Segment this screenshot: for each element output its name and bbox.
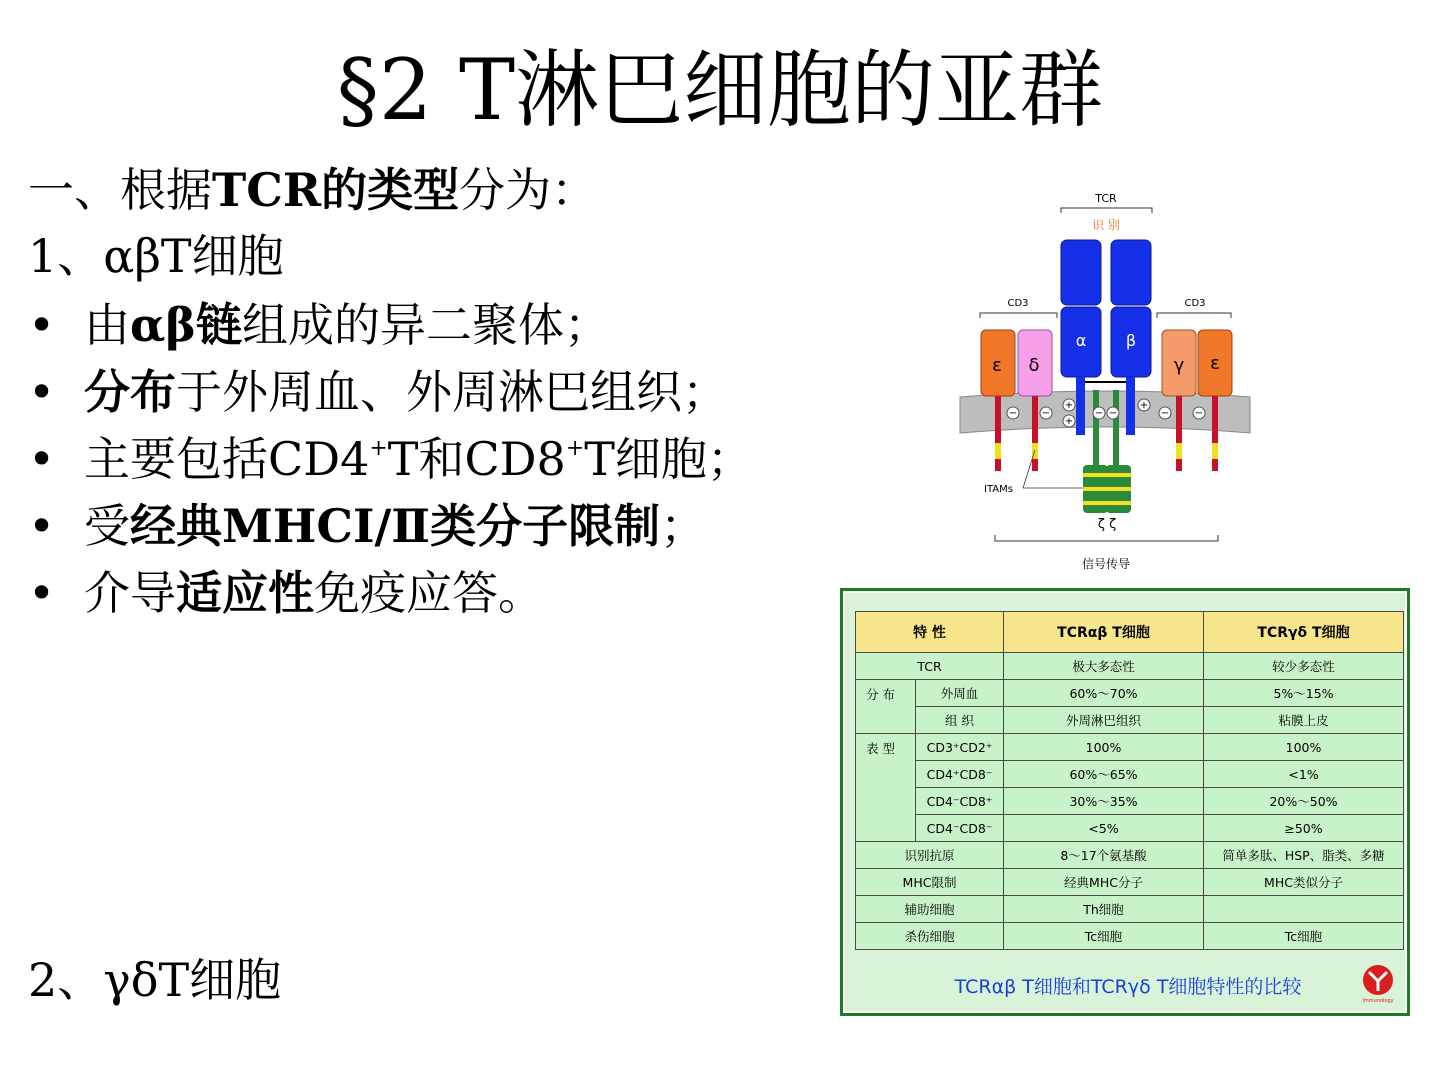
bullet-dot: • bbox=[28, 432, 56, 486]
comparison-panel bbox=[840, 588, 1410, 1016]
svg-text:−: − bbox=[1041, 408, 1051, 419]
table-row bbox=[856, 842, 1404, 869]
table-row bbox=[856, 707, 1404, 734]
epsilon2-label: ε bbox=[1210, 353, 1220, 374]
table-cell: 100% bbox=[1204, 734, 1404, 761]
category-label: 分 布 bbox=[856, 680, 916, 734]
gamma-tail bbox=[1176, 396, 1182, 471]
tcr-beta-stalk bbox=[1126, 377, 1135, 435]
bullet-item bbox=[28, 426, 753, 493]
table-cell: 极大多态性 bbox=[1004, 653, 1204, 680]
svg-text:+: + bbox=[1064, 416, 1074, 427]
zeta-label: ζ ζ bbox=[1097, 517, 1117, 532]
table-cell: 60%～70% bbox=[1004, 680, 1204, 707]
table-cell: Th细胞 bbox=[1004, 896, 1204, 923]
header-cell: 特 性 bbox=[856, 612, 1004, 653]
table-row bbox=[856, 761, 1404, 788]
header-cell: TCRγδ T细胞 bbox=[1204, 612, 1404, 653]
cd3-right-bracket bbox=[1157, 313, 1231, 318]
table-row bbox=[856, 896, 1404, 923]
table-cell: 60%～65% bbox=[1004, 761, 1204, 788]
bullet-text: 受 bbox=[84, 499, 130, 553]
itam-segment bbox=[1176, 443, 1182, 459]
svg-text:−: − bbox=[1160, 408, 1170, 419]
row-label: 杀伤细胞 bbox=[856, 923, 1004, 950]
row-label: TCR bbox=[856, 653, 1004, 680]
bullet-text: 组成的异二聚体； bbox=[241, 298, 610, 352]
immunology-logo-icon bbox=[1358, 963, 1398, 1003]
table-row bbox=[856, 788, 1404, 815]
table-cell: 简单多肽、HSP、脂类、多糖 bbox=[1204, 842, 1404, 869]
sub-label: 组 织 bbox=[916, 707, 1004, 734]
bullet-text: 于外周血、外周淋巴组织； bbox=[176, 365, 728, 419]
row-label: 辅助细胞 bbox=[856, 896, 1004, 923]
svg-text:+: + bbox=[1064, 400, 1074, 411]
tcr-cd3-diagram bbox=[955, 185, 1255, 580]
table-row bbox=[856, 653, 1404, 680]
signal-label: 信号传导 bbox=[1081, 557, 1131, 571]
tcr-bracket bbox=[1061, 208, 1152, 213]
bullet-bold: αβ链 bbox=[130, 298, 242, 352]
table-cell: 外周淋巴组织 bbox=[1004, 707, 1204, 734]
sub-label: CD3⁺CD2⁺ bbox=[916, 734, 1004, 761]
table-row bbox=[856, 734, 1404, 761]
bullet-text: 免疫应答。 bbox=[314, 566, 544, 620]
bullet-dot: • bbox=[28, 499, 56, 553]
table-cell: ≥50% bbox=[1204, 815, 1404, 842]
superscript: + bbox=[565, 436, 585, 461]
table-cell: <5% bbox=[1004, 815, 1204, 842]
header-cell: TCRαβ T细胞 bbox=[1004, 612, 1204, 653]
table-cell: 5%～15% bbox=[1204, 680, 1404, 707]
table-cell: 30%～35% bbox=[1004, 788, 1204, 815]
table-cell bbox=[1204, 896, 1404, 923]
subheading-gamma-delta: 2、γδT细胞 bbox=[28, 953, 282, 1007]
zeta-stalk-right bbox=[1113, 390, 1119, 465]
svg-text:Immunology: Immunology bbox=[1362, 998, 1394, 1003]
cd3-right-label: CD3 bbox=[1184, 298, 1206, 309]
zeta-itam bbox=[1083, 473, 1131, 477]
sub-label: CD4⁺CD8⁻ bbox=[916, 761, 1004, 788]
table-cell: <1% bbox=[1204, 761, 1404, 788]
table-row bbox=[856, 923, 1404, 950]
epsilon2-tail bbox=[1212, 396, 1218, 471]
svg-text:−: − bbox=[1008, 408, 1018, 419]
recognize-label: 识 别 bbox=[1092, 218, 1120, 232]
delta-label: δ bbox=[1028, 355, 1040, 376]
bullet-item bbox=[28, 359, 753, 426]
table-cell: Tc细胞 bbox=[1204, 923, 1404, 950]
row-label: 识别抗原 bbox=[856, 842, 1004, 869]
svg-text:+: + bbox=[1139, 400, 1149, 411]
svg-text:−: − bbox=[1094, 408, 1104, 419]
tcr-beta-upper bbox=[1111, 240, 1151, 305]
sub-label: 外周血 bbox=[916, 680, 1004, 707]
tcr-label: TCR bbox=[1095, 192, 1117, 205]
delta-tail bbox=[1032, 396, 1038, 471]
sub-label: CD4⁻CD8⁺ bbox=[916, 788, 1004, 815]
bullet-bold: 适应性 bbox=[176, 566, 314, 620]
table-header-row bbox=[856, 612, 1404, 653]
bullet-item bbox=[28, 560, 753, 627]
heading-bold: TCR的类型 bbox=[212, 163, 460, 217]
superscript: + bbox=[369, 436, 388, 461]
bullet-text: 由 bbox=[84, 298, 130, 352]
zeta-itam bbox=[1083, 501, 1131, 505]
bullet-bold: 经典MHCⅠ/Ⅱ类分子限制 bbox=[130, 499, 661, 553]
cd3-left-bracket bbox=[980, 313, 1057, 318]
section-heading bbox=[28, 160, 597, 220]
zeta-itam bbox=[1083, 487, 1131, 491]
bullet-item bbox=[28, 292, 753, 359]
comparison-table bbox=[855, 611, 1404, 950]
bullet-text: T和CD8 bbox=[387, 432, 566, 486]
table-row bbox=[856, 815, 1404, 842]
zeta-stalk-left bbox=[1093, 390, 1099, 465]
alpha-label: α bbox=[1075, 331, 1087, 350]
cd3-left-label: CD3 bbox=[1007, 298, 1029, 309]
beta-label: β bbox=[1125, 331, 1137, 350]
bullet-text: 介导 bbox=[84, 566, 176, 620]
table-cell: 20%～50% bbox=[1204, 788, 1404, 815]
bullet-item bbox=[28, 493, 753, 560]
table-cell: MHC类似分子 bbox=[1204, 869, 1404, 896]
itam-segment bbox=[995, 443, 1001, 459]
bullet-text: T细胞； bbox=[584, 432, 753, 486]
signal-bracket bbox=[995, 535, 1218, 541]
itam-segment bbox=[1212, 443, 1218, 459]
table-cell: 较少多态性 bbox=[1204, 653, 1404, 680]
gamma-label: γ bbox=[1173, 355, 1185, 376]
epsilon-tail bbox=[995, 396, 1001, 471]
table-cell: 粘膜上皮 bbox=[1204, 707, 1404, 734]
subheading-alpha-beta: 1、αβT细胞 bbox=[28, 229, 284, 283]
table-row bbox=[856, 869, 1404, 896]
bullet-dot: • bbox=[28, 566, 56, 620]
bullet-dot: • bbox=[28, 298, 56, 352]
bullet-list bbox=[28, 292, 753, 627]
table-cell: 经典MHC分子 bbox=[1004, 869, 1204, 896]
tcr-alpha-stalk bbox=[1076, 377, 1085, 435]
category-label: 表 型 bbox=[856, 734, 916, 842]
itams-label: ITAMs bbox=[984, 484, 1013, 495]
bullet-dot: • bbox=[28, 365, 56, 419]
heading-part1: 一、根据 bbox=[28, 163, 212, 217]
bullet-text: 主要包括CD4 bbox=[84, 432, 370, 486]
heading-part2: 分为： bbox=[459, 163, 598, 217]
table-row bbox=[856, 680, 1404, 707]
tcr-alpha-upper bbox=[1061, 240, 1101, 305]
table-cell: Tc细胞 bbox=[1004, 923, 1204, 950]
bullet-text: ； bbox=[660, 499, 707, 553]
slide-title: §2 T淋巴细胞的亚群 bbox=[336, 41, 1104, 139]
table-caption: TCRαβ T细胞和TCRγδ T细胞特性的比较 bbox=[954, 976, 1302, 998]
table-cell: 8～17个氨基酸 bbox=[1004, 842, 1204, 869]
svg-text:−: − bbox=[1108, 408, 1118, 419]
svg-text:−: − bbox=[1194, 408, 1204, 419]
table-cell: 100% bbox=[1004, 734, 1204, 761]
sub-label: CD4⁻CD8⁻ bbox=[916, 815, 1004, 842]
epsilon-label: ε bbox=[992, 355, 1002, 376]
row-label: MHC限制 bbox=[856, 869, 1004, 896]
bullet-bold: 分布 bbox=[84, 365, 176, 419]
